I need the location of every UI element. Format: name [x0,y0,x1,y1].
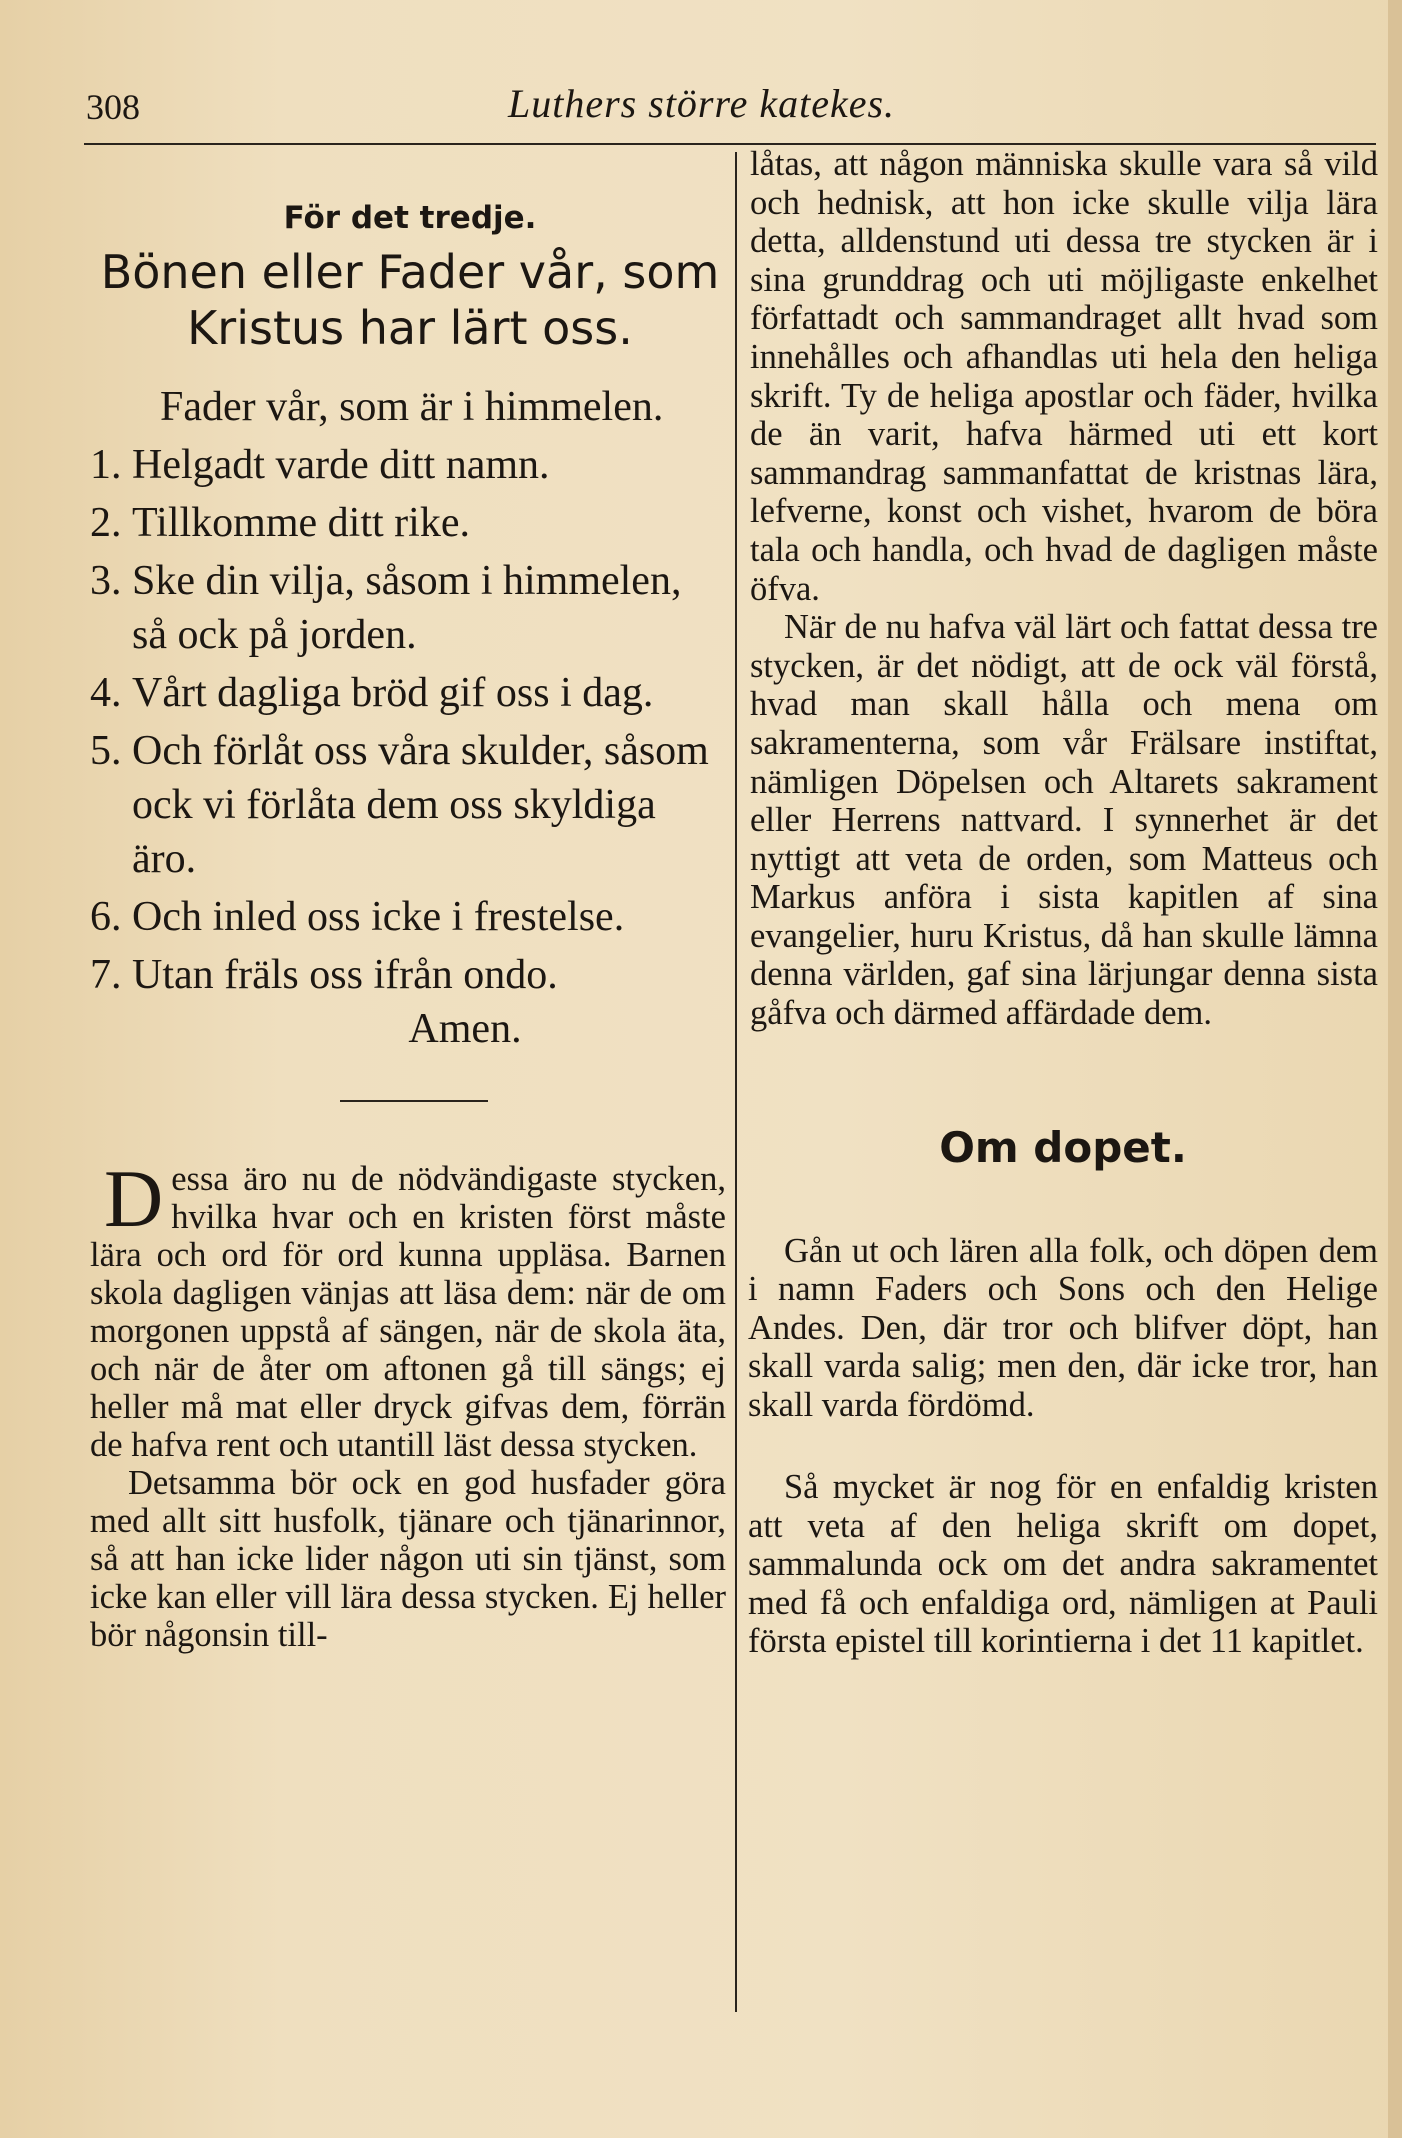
paragraph: låtas, att någon människa skulle vara så vild och hednisk, att hon icke skulle vilja lära detta, alldenstund uti dessa tre stycken är i sina grunddrag och uti möjligaste enkelhet författadt och sammandraget allt hvad som innehålles och afhandlas uti hela den heliga skrift. Ty de heliga apostlar och fäder, hvilka de än varit, hafva härmed uti ett kort sammandrag sammanfattat de kristnas lära, lefverne, konst och vishet, hvarom de böra tala och handla, och hvad de dagligen måste öfva. [750,145,1378,608]
closing-paragraph: Så mycket är nog för en enfaldig kristen att veta af den heliga skrift om dopet, sammalunda ock om det andra sakramentet med få och enfaldiga ord, nämligen at Pauli första epistel till korintierna i det 11 kapitlet. [748,1468,1378,1661]
section-title: Bönen eller Fader vår, som Kristus har lärt oss. [100,245,720,355]
left-body-text [90,1153,730,1654]
amen: Amen. [408,1006,522,1052]
petition-item [90,724,730,886]
petition-number: 7. [90,952,122,998]
petition-number: 2. [90,500,122,546]
petition-number: 1. [90,442,122,488]
petition-text: Ske din vilja, såsom i himmelen, så ock på jorden. [132,558,682,658]
petition-item [90,948,730,1002]
section-divider [340,1100,488,1102]
drop-cap: D [104,1153,164,1244]
petition-item [90,666,730,720]
petition-text: Tillkomme ditt rike. [132,500,470,546]
section-label: För det tredje. [283,200,537,236]
petition-item [90,496,730,550]
page-edge [1388,0,1402,2138]
running-title: Luthers större katekes. [508,81,896,126]
left-column [90,160,730,1654]
petition-text: Och förlåt oss våra skulder, såsom ock vi förlåta dem oss skyldiga äro. [132,728,709,882]
petition-item [90,890,730,944]
paragraph [90,1153,726,1464]
petition-item [90,438,730,492]
petition-number: 5. [90,728,122,774]
page-number: 308 [86,87,140,127]
section-title-baptism: Om dopet. [939,1122,1187,1172]
petition-text: Och inled oss icke i frestelse. [132,894,625,940]
petition-text: Vårt dagliga bröd gif oss i dag. [132,670,654,716]
prayer-intro: Fader vår, som är i himmelen. [160,384,664,430]
paragraph-text: essa äro nu de nödvändigaste stycken, hvilka hvar och en kristen först måste lära och ord för ord kunna uppläsa. Barnen skola dagligen vänjas att läsa dem: när de om morgonen uppstå af sängen, när de skola äta, och när de åter om aftonen gå till sängs; ej heller må mat eller dryck gifvas dem, förrän de hafva rent och utantill läst dessa stycken. [90,1160,726,1464]
right-column [748,145,1378,1661]
petition-list [90,438,730,1002]
lords-prayer [90,380,730,1056]
column-divider [735,152,737,2012]
right-body-text [748,145,1378,1033]
paragraph: Detsamma bör ock en god husfader göra med allt sitt husfolk, tjänare och tjänarinnor, så att han icke lider någon uti sin tjänst, som icke kan eller vill lära dessa stycken. Ej heller bör någonsin till- [90,1464,726,1654]
petition-item [90,554,730,662]
petition-number: 3. [90,558,122,604]
paragraph: När de nu hafva väl lärt och fattat dessa tre stycken, är det nödigt, att de ock väl förstå, hvad man skall hålla och mena om sakramenterna, som vår Frälsare instiftat, nämligen Döpelsen och Altarets sakrament eller Herrens nattvard. I synnerhet är det nyttigt att veta de orden, som Matteus och Markus anföra i sista kapitlen af sina evangelier, huru Kristus, då han skulle lämna denna världen, gaf sina lärjungar denna sista gåfva och därmed affärdade dem. [750,608,1378,1033]
petition-number: 4. [90,670,122,716]
petition-text: Helgadt varde ditt namn. [132,442,550,488]
petition-text: Utan fräls oss ifrån ondo. [132,952,558,998]
baptism-quote: Gån ut och lären alla folk, och döpen dem i namn Faders och Sons och den Helige Andes. Den, där tror och blifver döpt, han skall varda salig; men den, där icke tror, han skall varda fördömd. [748,1231,1378,1424]
petition-number: 6. [90,894,122,940]
